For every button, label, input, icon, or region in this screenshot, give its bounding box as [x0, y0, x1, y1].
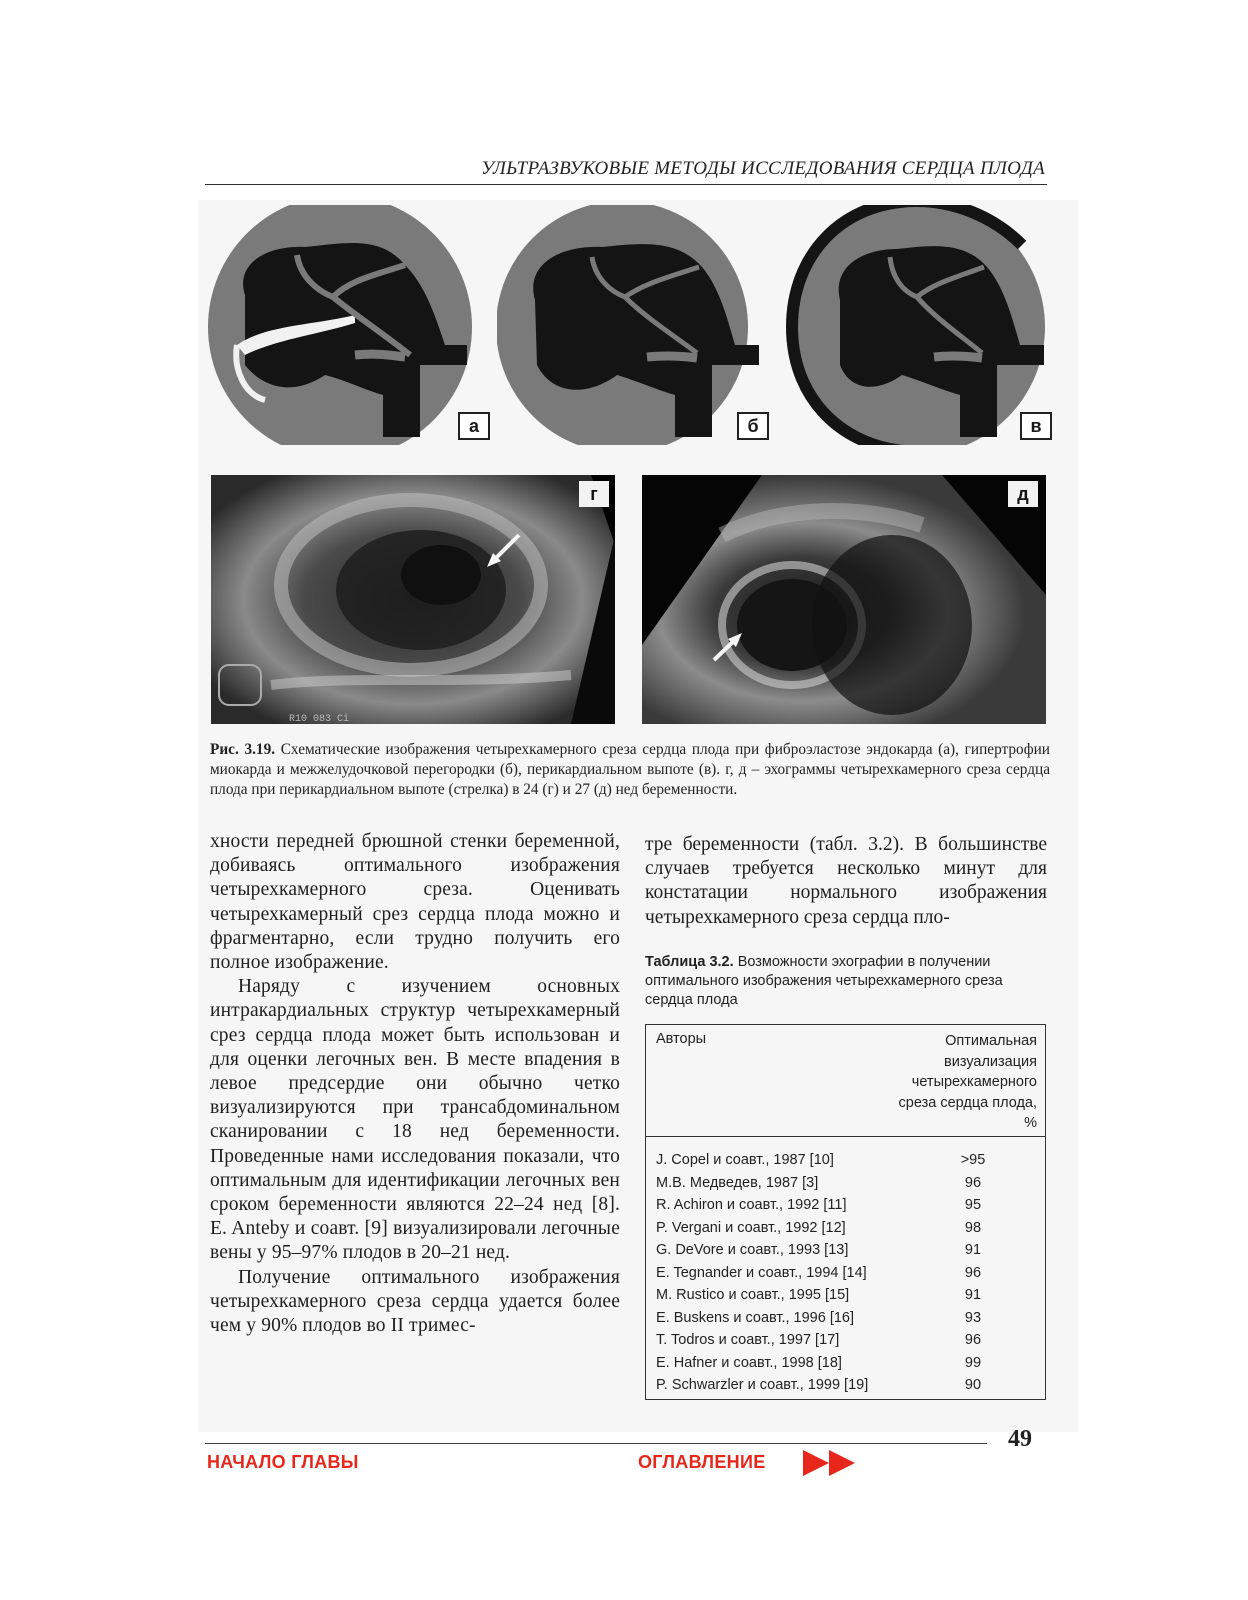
- row-value: 91: [964, 1287, 982, 1303]
- ultrasound-d-image: [642, 475, 1046, 724]
- column-header-authors: Авторы: [656, 1031, 707, 1047]
- table-row: [656, 1149, 1035, 1172]
- figure-caption-text: Схематические изображения четырехкамерного среза сердца плода при фиброэластозе эндокарда (а), гипертрофии миокарда и межжелудочковой перегородки (б), перикардиальном выпоте (в). г, д – эхограммы четырехкамерного среза сердца плода при перикардиальном выпоте (стрелка) в 24 (г) и 27 (д) нед беременности.: [210, 741, 1050, 798]
- schematic-panel-a: [205, 205, 479, 445]
- table-of-contents-link[interactable]: ОГЛАВЛЕНИЕ: [638, 1452, 766, 1472]
- panel-label-b: б: [737, 412, 769, 440]
- row-author: P. Vergani и соавт., 1992 [12]: [656, 1219, 846, 1236]
- right-column-text: тре беременности (табл. 3.2). В большинстве случаев требуется несколько минут для констатации нормального изображения четырехкамерного среза сердца пло-: [645, 834, 1047, 928]
- paragraph-2: Наряду с изучением основных интракардиальных структур четырехкамерный срез сердца плода может быть использован и для оценки легочных вен. В месте впадения в левое предсердие они обычно четко визуализируются при трансабдоминальном сканировании с 18 нед беременности. Проведенные нами исследования показали, что оптимальным для идентификации легочных вен сроком беременности являются 22–24 нед [8]. E. Anteby и соавт. [9] визуализировали легочные вены у 95–97% плодов в 20–21 нед.: [210, 976, 620, 1264]
- row-value: 96: [964, 1264, 982, 1281]
- panel-label-v: в: [1020, 412, 1052, 440]
- row-value: 96: [964, 1332, 982, 1348]
- row-value: >95: [960, 1152, 986, 1168]
- heart-schematic-v-image: [782, 205, 1052, 445]
- heart-schematic-a-image: [205, 205, 475, 445]
- row-author: M. Rustico и соавт., 1995 [15]: [656, 1287, 850, 1303]
- paragraph-3: Получение оптимального изображения четырехкамерного среза сердца удается более чем у 90% плодов во II тримес-: [210, 1266, 620, 1337]
- header-rule: [205, 184, 1047, 185]
- table-row: [656, 1217, 1035, 1240]
- row-author: P. Schwarzler и соавт., 1999 [19]: [656, 1377, 869, 1393]
- table-row: [656, 1352, 1035, 1375]
- table-row: [656, 1194, 1035, 1217]
- figure-caption: [210, 740, 1050, 800]
- schematic-panel-v: [782, 205, 1052, 445]
- row-value: 90: [964, 1377, 982, 1393]
- running-title: УЛЬТРАЗВУКОВЫЕ МЕТОДЫ ИССЛЕДОВАНИЯ СЕРДЦА ПЛОДА: [481, 158, 1045, 179]
- row-value: 96: [964, 1174, 982, 1191]
- chapter-start-link[interactable]: НАЧАЛО ГЛАВЫ: [207, 1452, 359, 1472]
- row-author: J. Copel и соавт., 1987 [10]: [656, 1152, 834, 1168]
- table-row: [656, 1262, 1035, 1285]
- panel-label-g: г: [579, 481, 609, 507]
- table-header-rule: [646, 1136, 1045, 1137]
- table-caption-text: Возможности эхографии в получении оптимального изображения четырехкамерного среза сердца плода: [645, 954, 1003, 1008]
- echogram-d: [642, 475, 1046, 724]
- row-author: E. Tegnander и соавт., 1994 [14]: [656, 1264, 867, 1281]
- echo-overlay-text: R10 083 Сі: [289, 714, 350, 724]
- heart-schematic-b-image: [497, 205, 767, 445]
- row-author: E. Buskens и соавт., 1996 [16]: [656, 1309, 855, 1326]
- figure-caption-label: Рис. 3.19.: [210, 741, 276, 758]
- panel-label-d: д: [1008, 481, 1038, 507]
- data-table: [645, 1024, 1046, 1400]
- forward-arrow-icon[interactable]: [803, 1450, 859, 1476]
- table-row: [656, 1374, 1035, 1397]
- ultrasound-g-image: [211, 475, 615, 724]
- row-value: 93: [964, 1309, 982, 1326]
- row-author: М.В. Медведев, 1987 [3]: [656, 1174, 819, 1191]
- footer-rule: [205, 1443, 987, 1444]
- row-author: G. DeVore и соавт., 1993 [13]: [656, 1242, 849, 1258]
- schematic-panel-b: [497, 205, 767, 445]
- table-caption-label: Таблица 3.2.: [645, 954, 734, 970]
- table-row: [656, 1284, 1035, 1307]
- table-row: [656, 1307, 1035, 1330]
- table-row: [656, 1329, 1035, 1352]
- row-author: E. Hafner и соавт., 1998 [18]: [656, 1354, 842, 1371]
- row-value: 95: [964, 1197, 982, 1213]
- row-author: R. Achiron и соавт., 1992 [11]: [656, 1197, 847, 1213]
- left-column-text: [210, 830, 620, 1338]
- echogram-g: [211, 475, 615, 724]
- row-value: 91: [964, 1242, 982, 1258]
- table-row: [656, 1172, 1035, 1195]
- paragraph-1: хности передней брюшной стенки беременной, добиваясь оптимального изображения четырехкамерного среза. Оценивать четырехкамерный срез сердца плода можно и фрагментарно, если трудно получить его полное изображение.: [210, 831, 620, 974]
- row-value: 99: [964, 1354, 982, 1371]
- column-header-value: Оптимальная визуализация четырехкамерного среза сердца плода, %: [898, 1033, 1037, 1131]
- table-row: [656, 1239, 1035, 1262]
- row-value: 98: [964, 1219, 982, 1236]
- table-body: [656, 1149, 1035, 1397]
- row-author: T. Todros и соавт., 1997 [17]: [656, 1332, 840, 1348]
- page-number: 49: [1008, 1426, 1032, 1452]
- panel-label-a: а: [458, 412, 490, 440]
- table-caption: [645, 953, 1050, 1010]
